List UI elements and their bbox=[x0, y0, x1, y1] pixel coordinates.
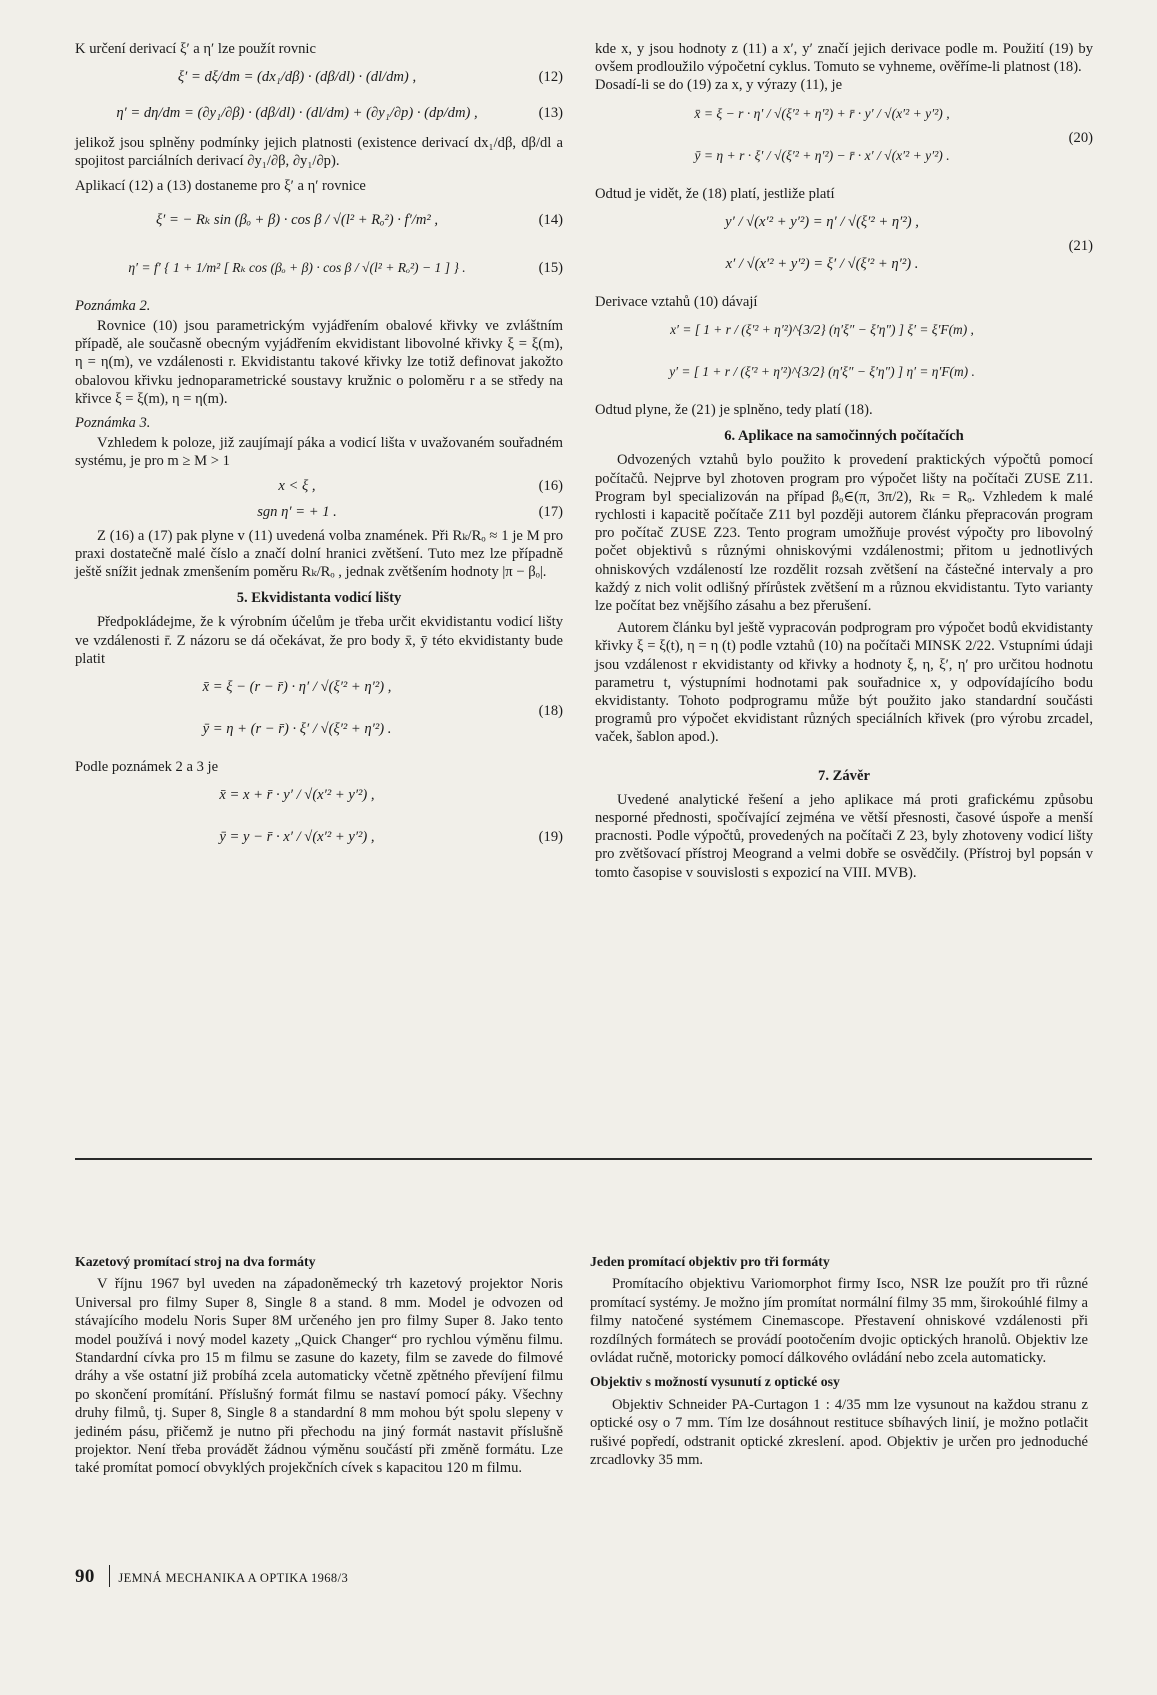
equation-12: ξ′ = dξ/dm = (dx₁/dβ) · (dβ/dl) · (dl/dm) , (12) bbox=[177, 69, 563, 86]
bottom-right-articles bbox=[590, 1253, 1088, 1469]
article-heading: Kazetový promítací stroj na dva formáty bbox=[75, 1254, 316, 1269]
paragraph: Promítacího objektivu Variomorphot firmy Isco, NSR lze použít pro tři různé promítací systémy. Je možno jím promítat normální filmy 35 mm, širokoúhlé filmy a filmy natočené systémem Cinemascope. Přestavení ohniskové vzdálenosti při rozdílných formátech se provádí pootočením dvojic optických hranolů. Objektiv lze ovládat ručně, motoricky pomocí dálkového ovládání nebo zcela automaticky. bbox=[590, 1276, 1088, 1367]
equation-16: x < ξ , (16) bbox=[278, 477, 563, 494]
equation-18: x̄ = ξ − (r − r̄) · η′ / √(ξ′² + η′²) , ȳ = η + (r − r̄) · ξ′ / √(ξ′² + η′²) . (18) bbox=[202, 679, 563, 738]
horizontal-divider bbox=[75, 1158, 1092, 1160]
note-heading: Poznámka 3. bbox=[75, 415, 151, 432]
paragraph: Odvozených vztahů bylo použito k provedení praktických výpočtů pomocí počítačů. Nejprve byl zhotoven program pro výpočet lišty na počítači ZUSE Z11. Program byl specializován na případ βₒ∈(π, 3π/2), Rₖ = Rₒ. Vzhledem k malé rychlosti i kapacitě počítače Z11 byl později autorem článku přepracován program pro počítač ZUSE Z23. Tento program umožňuje provést výpočty pro libovolný počet objektivů s různými ohniskovými vzdálenostmi; přitom u jednotlivých ohniskových vzdáleností lze rozdělit rozsah zvětšení na částečné intervaly a pro každý z nich volit odlišný přírůstek zvětšení m a různou ekvidistantu. Tyto varianty lze počítat bez vnějšího zásahu a bez přerušení. bbox=[595, 452, 1093, 615]
paragraph: jelikož jsou splněny podmínky jejich platnosti (existence derivací dx₁/dβ, dβ/dl a spojitost parciálních derivací ∂y₁/∂β, ∂y₁/∂p). bbox=[75, 135, 563, 170]
paragraph: kde x, y jsou hodnoty z (11) a x′, y′ značí jejich derivace podle m. Použití (19) by ovšem prodloužilo výpočetní cyklus. Tomuto se vyhneme, ověříme-li platnost (18). bbox=[595, 41, 1093, 76]
paragraph: Vzhledem k poloze, již zaujímají páka a vodicí lišta v uvažovaném souřadném systému, je pro m ≥ M > 1 bbox=[75, 435, 563, 470]
paragraph: Rovnice (10) jsou parametrickým vyjádřením obalové křivky ve zvláštním případě, ale současně obecným vyjádřením ekvidistant libovolné křivky ξ = ξ(m), η = η(m), ve vzdálenosti r. Ekvidistantu takové křivky lze totiž definovat jakožto obalovou křivku jednoparametrické soustavy kružnic o poloměru r a se středy na křivce ξ = ξ(m), η = η(m). bbox=[75, 318, 563, 407]
footer-divider bbox=[109, 1565, 111, 1587]
paragraph: Odtud plyne, že (21) je splněno, tedy platí (18). bbox=[595, 402, 873, 419]
paragraph: K určení derivací ξ′ a η′ lze použít rovnic bbox=[75, 41, 316, 57]
paragraph: Aplikací (12) a (13) dostaneme pro ξ′ a η′ rovnice bbox=[75, 177, 366, 194]
paragraph: Dosadí-li se do (19) za x, y výrazy (11), je bbox=[595, 77, 843, 94]
equation-17: sgn η′ = + 1 . (17) bbox=[257, 503, 563, 520]
equation-15: η′ = f′ { 1 + 1/m² [ Rₖ cos (βₒ + β) · cos β / √(l² + Rₒ²) − 1 ] } . (15) bbox=[128, 259, 563, 276]
page-footer bbox=[75, 1565, 348, 1588]
equation-13: η′ = dη/dm = (∂y₁/∂β) · (dβ/dl) · (dl/dm) + (∂y₁/∂p) · (dp/dm) , (13) bbox=[116, 105, 563, 122]
paragraph: Podle poznámek 2 a 3 je bbox=[75, 759, 219, 776]
section-heading: 6. Aplikace na samočinných počítačích bbox=[724, 428, 964, 445]
paragraph: V říjnu 1967 byl uveden na západoněmecký trh kazetový projektor Noris Universal pro filmy Super 8, Single 8 a stand. 8 mm. Model je odvozen od stávajícího modelu Noris Super 8M určeného jen pro filmy Super 8. Jako tento model používá i nový model kazety „Quick Changer“ pro rychlou výměnu filmu. Standardní cívka pro 15 m filmu se zasune do kazety, film se zavede do filmové dráhy a vše ostatní již probíhá zcela automaticky včetně zpětného převíjení filmu po skončení promítání. Příslušný formát filmu se nastaví pomocí páky. Všechny druhy filmů, tj. Super 8, Single 8 a standardní 8 mm mohou být spolu slepeny v jediném pásu, přičemž je nutno při přechodu na jiný formát nastavit příslušně projektor. Není třeba provádět žádnou výměnu součástí při změně formátu. Lze také promítat pomocí obvyklých projekčních cívek s kapacitou 120 m filmu. bbox=[75, 1276, 563, 1477]
journal-name: JEMNÁ MECHANIKA A OPTIKA 1968/3 bbox=[118, 1571, 349, 1585]
section-heading: 7. Závěr bbox=[818, 767, 870, 784]
note-heading: Poznámka 2. bbox=[75, 297, 151, 314]
paragraph: Odtud je vidět, že (18) platí, jestliže platí bbox=[595, 185, 835, 202]
section-heading: 5. Ekvidistanta vodicí lišty bbox=[236, 590, 402, 607]
article-heading: Objektiv s možností vysunutí z optické osy bbox=[590, 1374, 840, 1390]
equation-20: x̄ = ξ − r · η′ / √(ξ′² + η′²) + r̄ · y′ / √(x′² + y′²) , ȳ = η + r · ξ′ / √(ξ′² + η′²) − r̄ · x′ / √(x′² + y′²) . (20) bbox=[694, 105, 1093, 163]
equation-21: y′ / √(x′² + y′²) = η′ / √(ξ′² + η′²) , x′ / √(x′² + y′²) = ξ′ / √(ξ′² + η′²) . (21) bbox=[725, 213, 1093, 272]
equation-19: x̄ = x + r̄ · y′ / √(x′² + y′²) , ȳ = y − r̄ · x′ / √(x′² + y′²) , (19) bbox=[219, 787, 563, 846]
right-column bbox=[595, 40, 1093, 882]
paragraph: Objektiv Schneider PA-Curtagon 1 : 4/35 mm lze vysunout na každou stranu z optické osy o 7 mm. Tím lze dosáhnout restituce sbíhavých linií, je možno potlačit rušivé popředí, odstranit optické zkreslení. apod. Objektiv je určen pro jednoduché zrcadlovky 35 mm. bbox=[590, 1396, 1088, 1469]
equation-14: ξ′ = − Rₖ sin (βₒ + β) · cos β / √(l² + Rₒ²) · f′/m² , (14) bbox=[155, 211, 563, 228]
paragraph: Z (16) a (17) pak plyne v (11) uvedená volba znamének. Při Rₖ/Rₒ ≈ 1 je M pro praxi dostatečně malé číslo a značí dolní hranici zvětšení. Tuto mez lze případně ještě snížit jednak zmenšením poměru Rₖ/Rₒ , jednak zvětšením hodnoty |π − βₒ|. bbox=[75, 527, 563, 581]
paragraph: Uvedené analytické řešení a jeho aplikace má proti grafickému způsobu nesporné přednosti, spočívající zejména ve větší přesnosti, časové úspoře a menší pracnosti. Podle výpočtů, provedených na počítači Z 23, byly zhotoveny vodicí lišty pro zvětšovací přístroj Meogrand a velmi dobře se osvědčily. (Přístroj byl popsán v tomto časopise v souvislosti s expozicí na VIII. MVB). bbox=[595, 791, 1093, 881]
paragraph: Předpokládejme, že k výrobním účelům je třeba určit ekvidistantu vodicí lišty ve vzdálenosti r̄. Z názoru se dá očekávat, že pro body x̄, ȳ této ekvidistanty bude platit bbox=[75, 614, 563, 667]
article-heading: Jeden promítací objektiv pro tři formáty bbox=[590, 1254, 830, 1269]
left-column bbox=[75, 40, 563, 866]
page-number: 90 bbox=[75, 1566, 95, 1587]
equation-derivatives: x′ = [ 1 + r / (ξ′² + η′²)^{3/2} (η′ξ″ − ξ′η″) ] ξ′ = ξ′F(m) , y′ = [ 1 + r / (ξ′² + η′²)^{3/2} (η′ξ″ − ξ′η″) ] η′ = η′F(m) . bbox=[669, 322, 975, 380]
paragraph: Autorem článku byl ještě vypracován podprogram pro výpočet bodů ekvidistanty křivky ξ = ξ(t), η = η (t) podle vztahů (10) na počítači MINSK 2/22. Vstupními údaji jsou vzdálenost r ekvidistanty od křivky a hodnoty ξ, η, ξ′, η′ pro určitou hodnotu parametru t, výstupními hodnotami pak souřadnice x, y odpovídajícího bodu ekvidistanty. Tohoto podprogramu může být použito jako standardní součásti programů pro výpočet ekvidistant různých speciálních křivek (pro výrobu zrcadel, vaček, šablon apod.). bbox=[595, 620, 1093, 746]
bottom-left-article bbox=[75, 1253, 563, 1478]
paragraph: Derivace vztahů (10) dávají bbox=[595, 293, 758, 310]
